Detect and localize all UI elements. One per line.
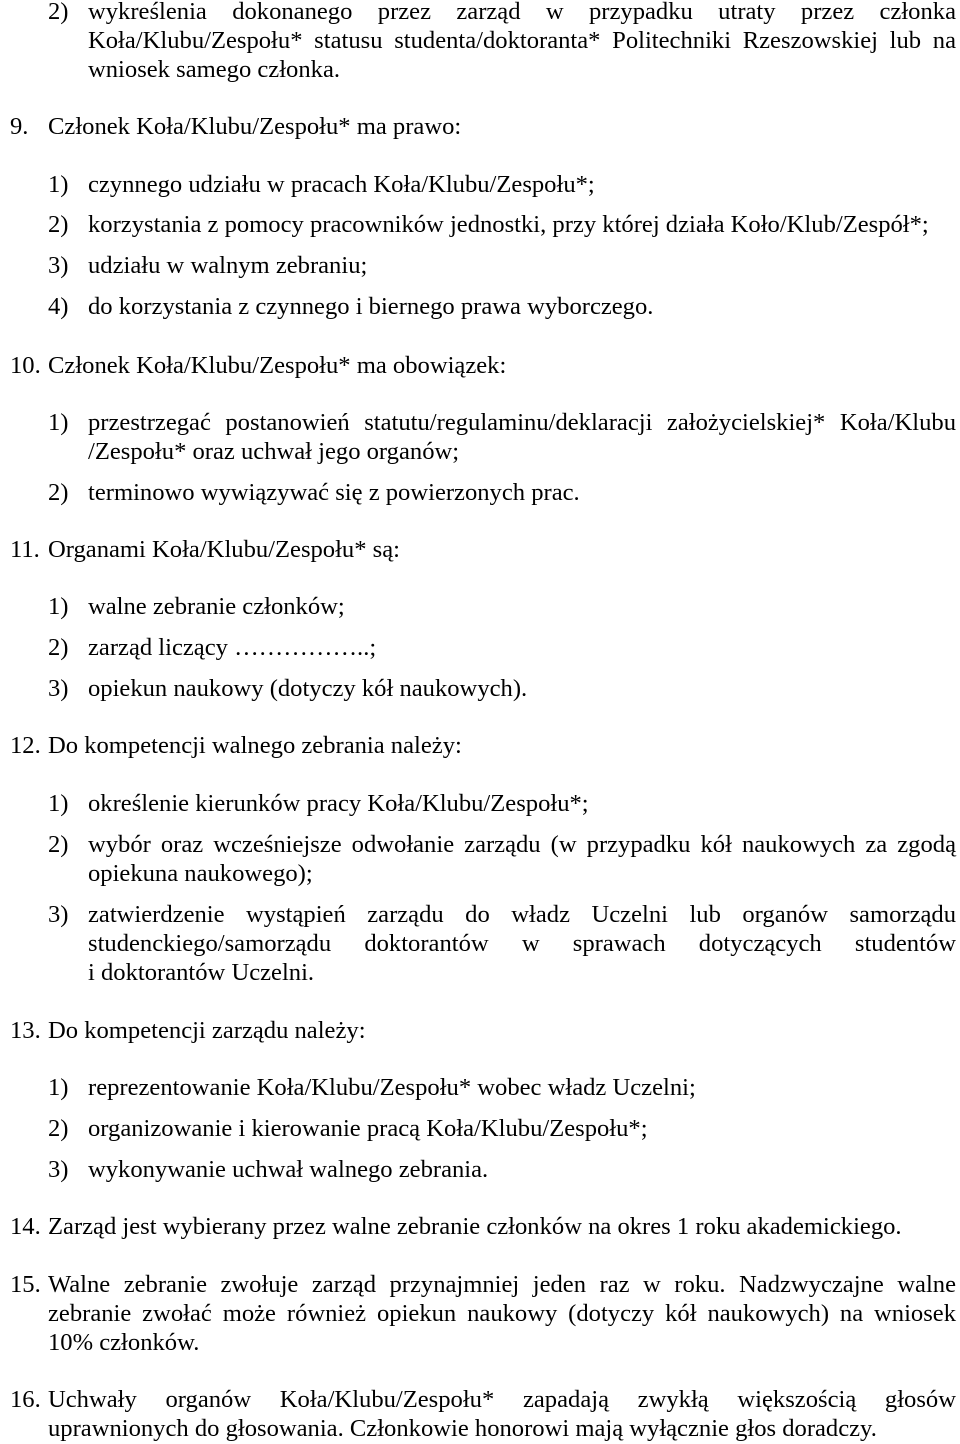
clause-number: 9.	[10, 113, 29, 140]
clause-13-item-3	[48, 1155, 956, 1184]
item-text-line: przestrzegać postanowień statutu/regulaminu/deklaracji założycielskiej* Koła/Klubu	[88, 409, 956, 436]
item-text-line: określenie kierunków pracy Koła/Klubu/Zespołu*;	[88, 790, 589, 817]
item-number: 2)	[48, 0, 69, 25]
clause-9	[10, 112, 956, 141]
clause-9-item-2	[48, 210, 956, 239]
continued-list-item	[48, 0, 956, 84]
item-number: 2)	[48, 211, 69, 238]
item-text-line: organizowanie i kierowanie pracą Koła/Klubu/Zespołu*;	[88, 1115, 648, 1142]
item-text-line: /Zespołu* oraz uchwał jego organów;	[88, 438, 460, 465]
clause-16	[10, 1385, 956, 1443]
item-number: 2)	[48, 479, 69, 506]
clause-10-item-2	[48, 478, 956, 507]
clause-11-item-2	[48, 633, 956, 662]
item-text-line: i doktorantów Uczelni.	[88, 959, 315, 986]
clause-13-item-2	[48, 1114, 956, 1143]
item-number: 1)	[48, 409, 69, 436]
clause-9-item-4	[48, 292, 956, 321]
clause-10	[10, 351, 956, 380]
item-number: 3)	[48, 675, 69, 702]
clause-11	[10, 535, 956, 564]
clause-12-item-1	[48, 789, 956, 818]
item-text-line: opiekuna naukowego);	[88, 860, 313, 887]
clause-text-line: 10% członków.	[48, 1329, 200, 1356]
item-number: 3)	[48, 901, 69, 928]
item-text-line: walne zebranie członków;	[88, 593, 345, 620]
item-text-line: wybór oraz wcześniejsze odwołanie zarządu (w przypadku kół naukowych za zgodą	[88, 831, 956, 858]
item-text-line: zatwierdzenie wystąpień zarządu do władz Uczelni lub organów samorządu	[88, 901, 956, 928]
item-text-line: korzystania z pomocy pracowników jednostki, przy której działa Koło/Klub/Zespół*;	[88, 211, 929, 238]
item-text-line: zarząd liczący ……………..;	[88, 634, 377, 661]
item-text-line: czynnego udziału w pracach Koła/Klubu/Zespołu*;	[88, 171, 595, 198]
item-number: 2)	[48, 831, 69, 858]
clause-12-item-3	[48, 900, 956, 987]
item-text-line: do korzystania z czynnego i biernego prawa wyborczego.	[88, 293, 654, 320]
clause-text-line: Do kompetencji zarządu należy:	[48, 1017, 366, 1044]
item-number: 4)	[48, 293, 69, 320]
clause-15	[10, 1270, 956, 1357]
clause-text-line: uprawnionych do głosowania. Członkowie honorowi mają wyłącznie głos doradczy.	[48, 1415, 877, 1442]
clause-13	[10, 1016, 956, 1045]
clause-number: 10.	[10, 352, 41, 379]
clause-text-line: Zarząd jest wybierany przez walne zebranie członków na okres 1 roku akademickiego.	[48, 1213, 902, 1240]
clause-13-item-1	[48, 1073, 956, 1102]
item-number: 3)	[48, 1156, 69, 1183]
clause-number: 13.	[10, 1017, 41, 1044]
clause-number: 14.	[10, 1213, 41, 1240]
clause-text-line: Uchwały organów Koła/Klubu/Zespołu* zapadają zwykłą większością głosów	[48, 1386, 956, 1413]
item-text-line: wykreślenia dokonanego przez zarząd w przypadku utraty przez członka	[88, 0, 956, 25]
clause-11-item-1	[48, 592, 956, 621]
item-text-line: reprezentowanie Koła/Klubu/Zespołu* wobec władz Uczelni;	[88, 1074, 696, 1101]
item-text-line: udziału w walnym zebraniu;	[88, 252, 368, 279]
clause-text-line: Walne zebranie zwołuje zarząd przynajmniej jeden raz w roku. Nadzwyczajne walne	[48, 1271, 956, 1298]
clause-text-line: Do kompetencji walnego zebrania należy:	[48, 732, 462, 759]
clause-text-line: zebranie zwołać może również opiekun naukowy (dotyczy kół naukowych) na wniosek	[48, 1300, 956, 1327]
item-number: 1)	[48, 1074, 69, 1101]
clause-11-item-3	[48, 674, 956, 703]
item-number: 1)	[48, 171, 69, 198]
item-number: 1)	[48, 790, 69, 817]
clause-number: 16.	[10, 1386, 41, 1413]
item-text-line: terminowo wywiązywać się z powierzonych prac.	[88, 479, 580, 506]
item-text-line: studenckiego/samorządu doktorantów w sprawach dotyczących studentów	[88, 930, 956, 957]
item-number: 2)	[48, 634, 69, 661]
clause-9-item-1	[48, 170, 956, 199]
clause-number: 12.	[10, 732, 41, 759]
item-text-line: wniosek samego członka.	[88, 56, 341, 83]
item-number: 1)	[48, 593, 69, 620]
clause-number: 15.	[10, 1271, 41, 1298]
item-number: 3)	[48, 252, 69, 279]
clause-14	[10, 1212, 956, 1241]
clause-text-line: Organami Koła/Klubu/Zespołu* są:	[48, 536, 400, 563]
item-text-line: opiekun naukowy (dotyczy kół naukowych).	[88, 675, 528, 702]
clause-12-item-2	[48, 830, 956, 888]
clause-12	[10, 731, 956, 760]
item-number: 2)	[48, 1115, 69, 1142]
item-text-line: wykonywanie uchwał walnego zebrania.	[88, 1156, 489, 1183]
item-text-line: Koła/Klubu/Zespołu* statusu studenta/doktoranta* Politechniki Rzeszowskiej lub na	[88, 27, 956, 54]
clause-text-line: Członek Koła/Klubu/Zespołu* ma prawo:	[48, 113, 462, 140]
clause-text-line: Członek Koła/Klubu/Zespołu* ma obowiązek:	[48, 352, 507, 379]
clause-number: 11.	[10, 536, 40, 563]
clause-9-item-3	[48, 251, 956, 280]
clause-10-item-1	[48, 408, 956, 466]
